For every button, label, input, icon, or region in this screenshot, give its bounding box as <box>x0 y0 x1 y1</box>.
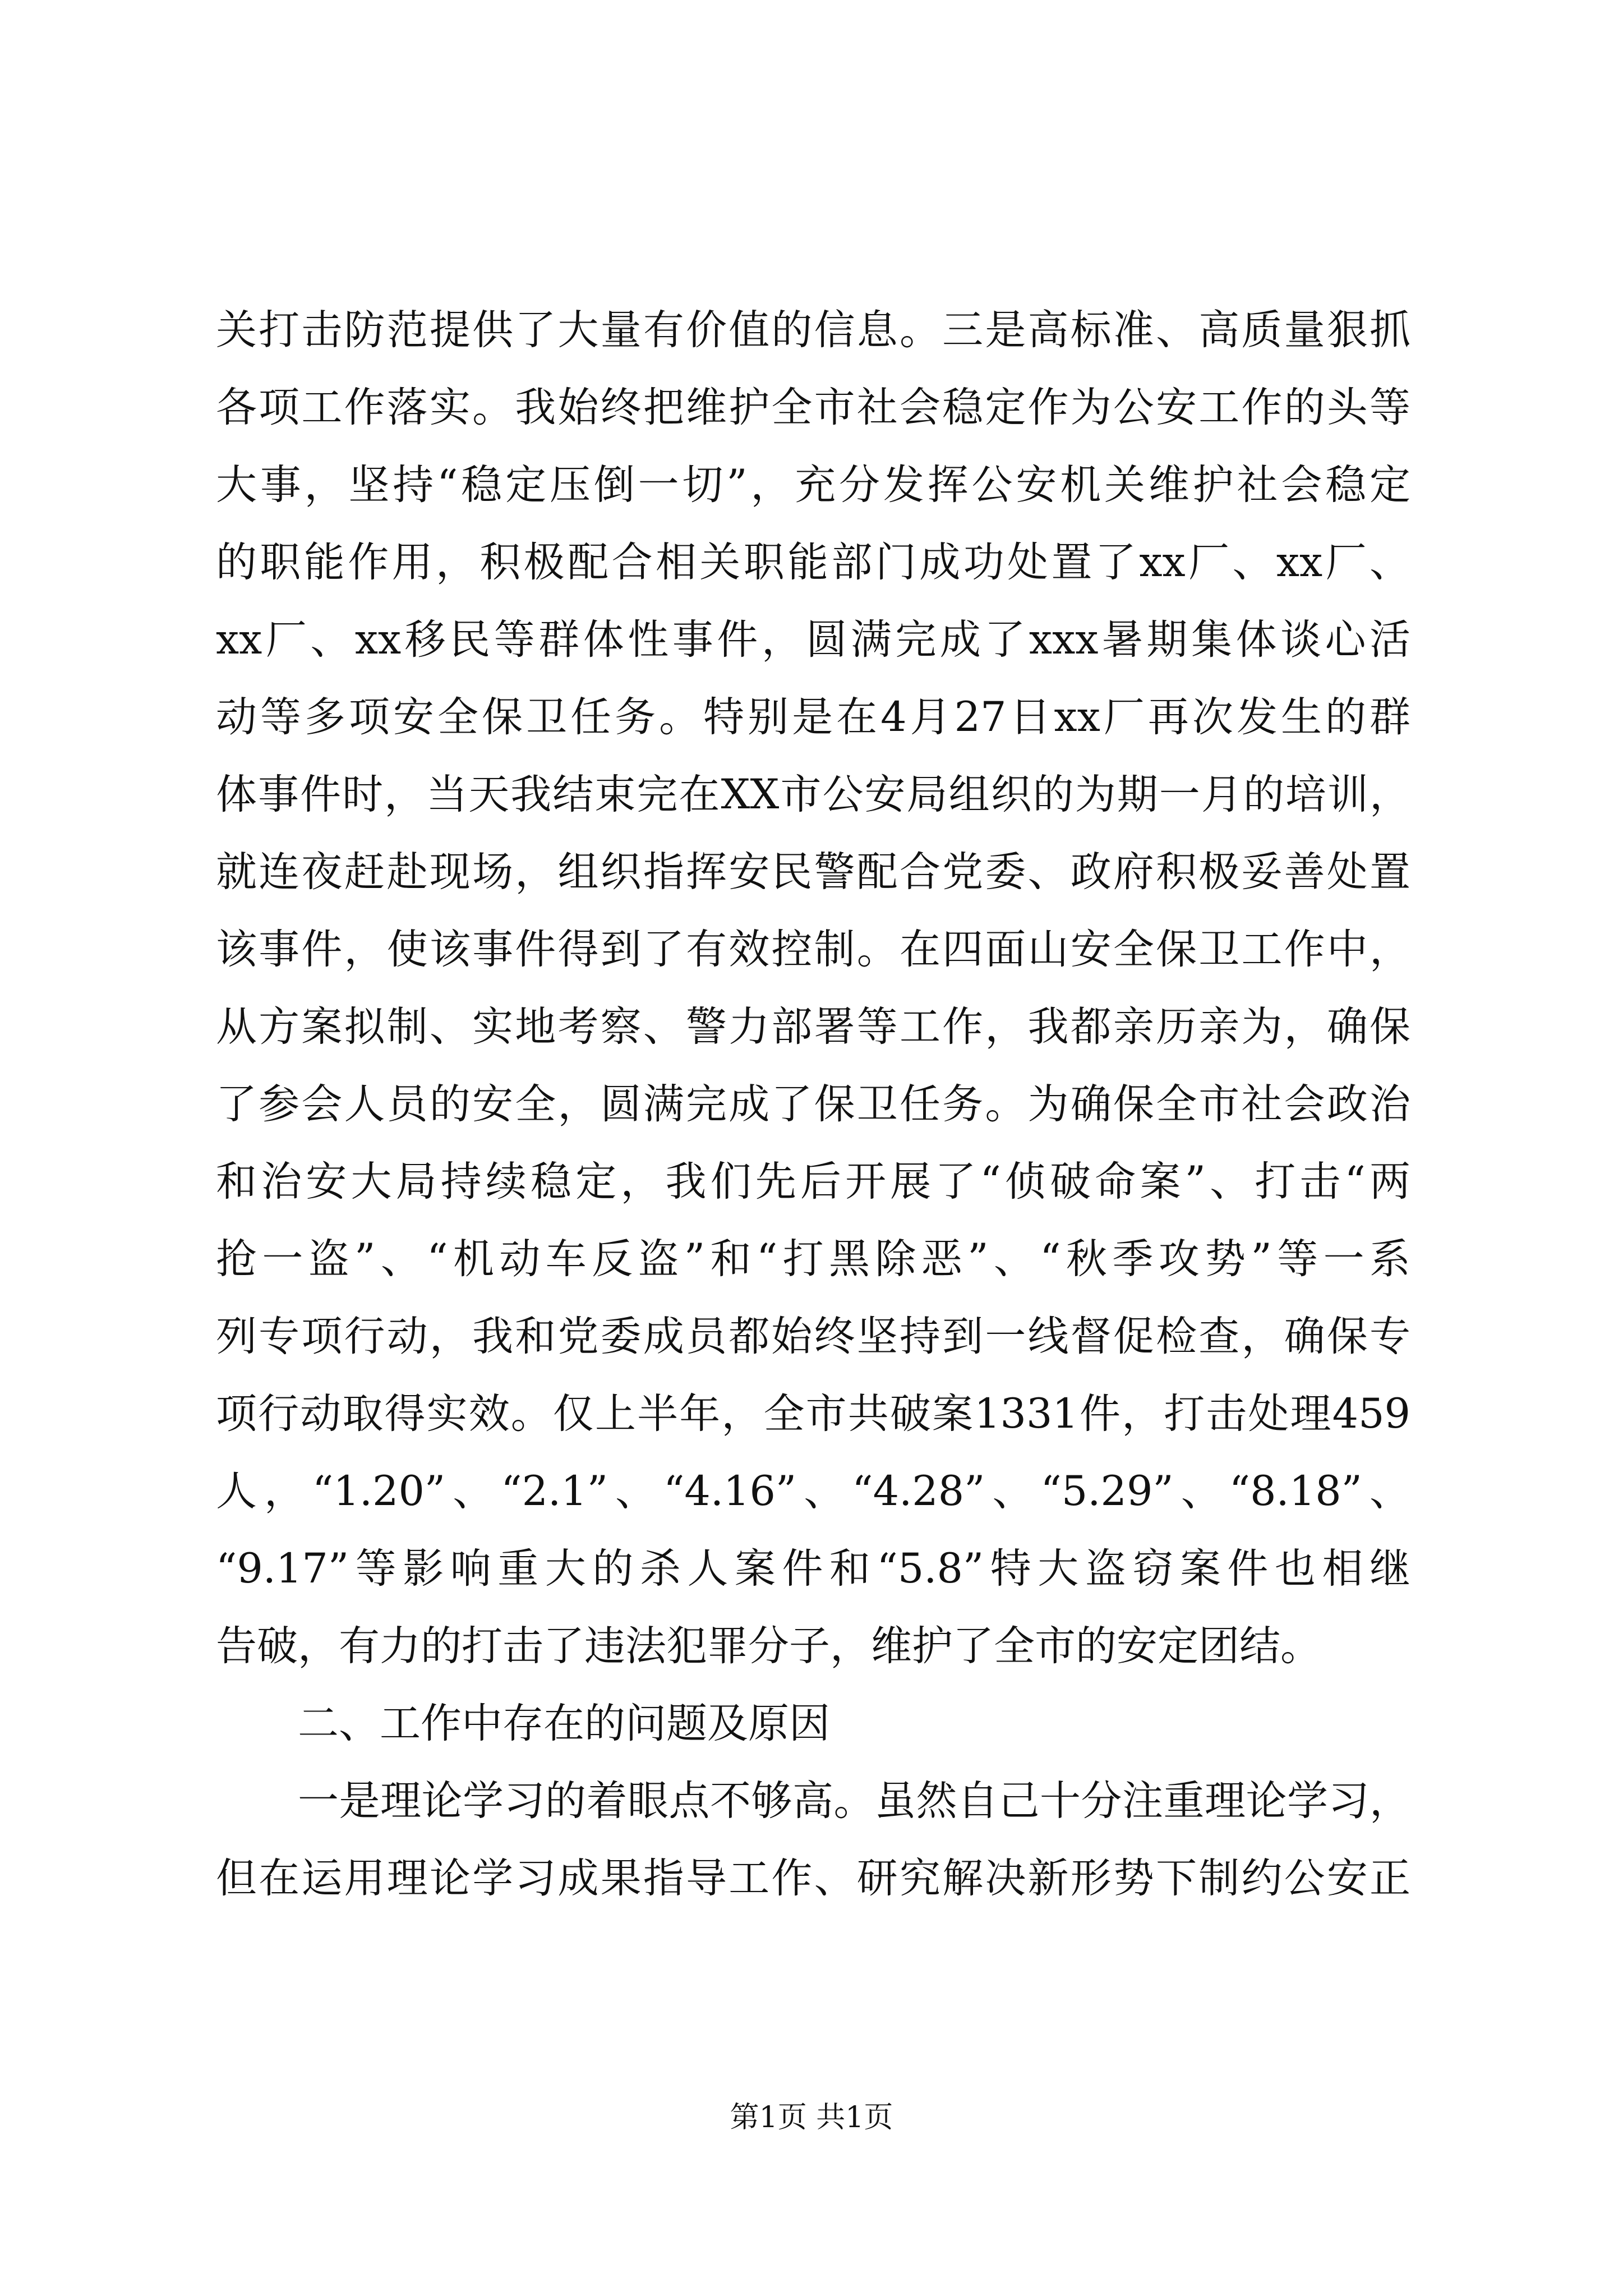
text-line: 动等多项安全保卫任务。特别是在4月27日xx厂再次发生的群 <box>216 693 1410 741</box>
text-line: 和治安大局持续稳定，我们先后开展了“侦破命案”、打击“两 <box>216 1158 1410 1205</box>
text-line: 从方案拟制、实地考察、警力部署等工作，我都亲历亲为，确保 <box>216 1003 1410 1051</box>
document-body <box>216 292 1410 1917</box>
text-line: 的职能作用，积极配合相关职能部门成功处置了xx厂、xx厂、 <box>216 539 1410 586</box>
text-line: 但在运用理论学习成果指导工作、研究解决新形势下制约公安正 <box>216 1855 1410 1902</box>
text-line: 大事，坚持“稳定压倒一切”，充分发挥公安机关维护社会稳定 <box>216 461 1410 509</box>
text-line: 体事件时，当天我结束完在XX市公安局组织的为期一月的培训， <box>216 771 1410 818</box>
text-line: 列专项行动，我和党委成员都始终坚持到一线督促检查，确保专 <box>216 1313 1410 1360</box>
text-line: 项行动取得实效。仅上半年，全市共破案1331件，打击处理459 <box>216 1390 1410 1438</box>
text-line: 各项工作落实。我始终把维护全市社会稳定作为公安工作的头等 <box>216 384 1410 431</box>
paragraph-first-line: 一是理论学习的着眼点不够高。虽然自己十分注重理论学习， <box>298 1777 1410 1825</box>
text-line: 了参会人员的安全，圆满完成了保卫任务。为确保全市社会政治 <box>216 1080 1410 1128</box>
text-line: 关打击防范提供了大量有价值的信息。三是高标准、高质量狠抓 <box>216 306 1410 354</box>
text-line: xx厂、xx移民等群体性事件，圆满完成了xxx暑期集体谈心活 <box>216 616 1410 664</box>
page-footer: 第1页 共1页 <box>730 2101 893 2134</box>
text-line: 该事件，使该事件得到了有效控制。在四面山安全保卫工作中， <box>216 926 1410 973</box>
text-line: 抢一盗”、“机动车反盗”和“打黑除恶”、“秋季攻势”等一系 <box>216 1235 1410 1283</box>
text-line: “9.17”等影响重大的杀人案件和“5.8”特大盗窃案件也相继 <box>216 1545 1410 1593</box>
paragraph-last-line: 告破，有力的打击了违法犯罪分子，维护了全市的安定团结。 <box>216 1622 1321 1670</box>
text-line: 人，“1.20”、“2.1”、“4.16”、“4.28”、“5.29”、“8.18”、 <box>216 1467 1410 1515</box>
section-heading: 二、工作中存在的问题及原因 <box>298 1700 830 1747</box>
text-line: 就连夜赶赴现场，组织指挥安民警配合党委、政府积极妥善处置 <box>216 848 1410 896</box>
